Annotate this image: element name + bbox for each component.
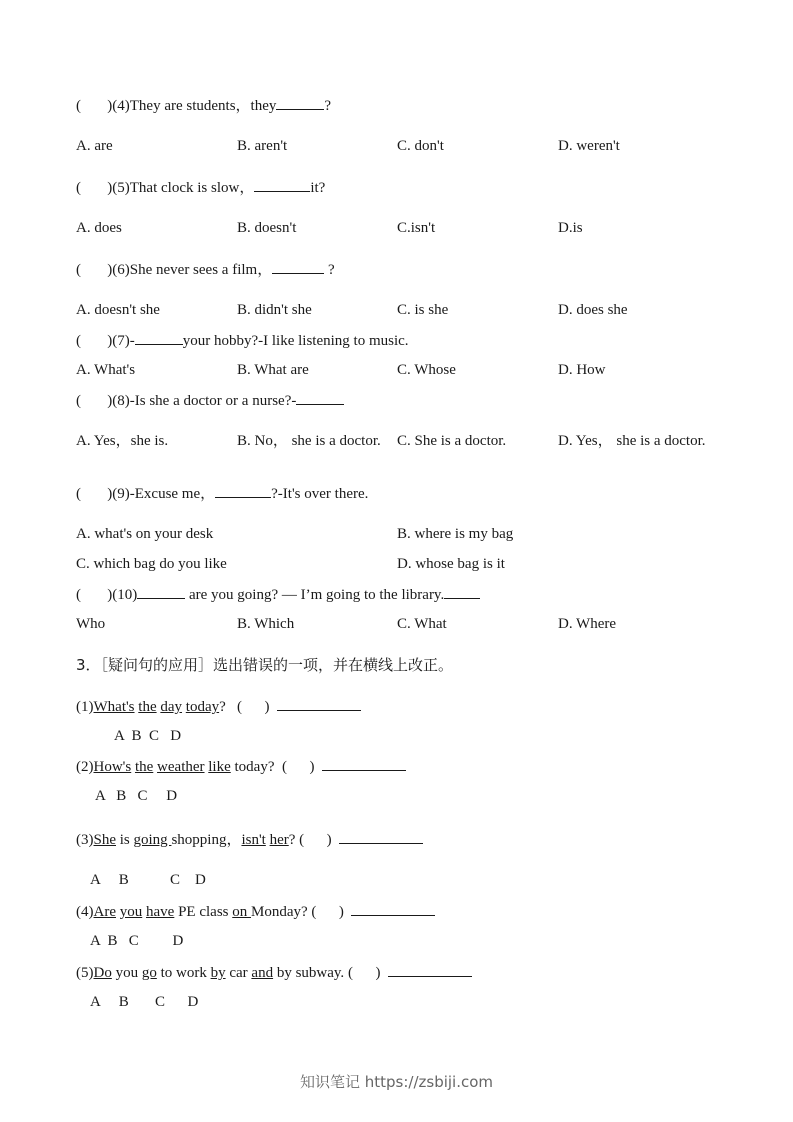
option-c: C. What [397, 616, 447, 632]
section-3-heading: 3．［疑问句的应用］选出错误的一项，并在横线上改正。 [76, 656, 454, 674]
option-c: C.isn't [397, 220, 436, 236]
option-c: C. don't [397, 138, 444, 154]
question-9: ( )(9)-Excuse me， ?-It's over there. [76, 486, 369, 502]
option-a: A. what's on your desk [76, 526, 214, 542]
option-b: B. Which [237, 616, 295, 632]
correction-blank[interactable] [388, 963, 472, 977]
option-d: D. Where [558, 616, 617, 632]
option-c: C. Whose [397, 362, 456, 378]
option-d: D. does she [558, 302, 628, 318]
error-question-5: (5)Do you go to work by car and by subway. ( ) [76, 963, 472, 982]
option-letters: A B C D [90, 994, 199, 1010]
question-8: ( )(8)-Is she a doctor or a nurse?- [76, 391, 344, 410]
answer-blank[interactable] [137, 585, 185, 599]
option-c: C. is she [397, 302, 449, 318]
error-question-2: (2)How's the weather like today? ( ) [76, 757, 406, 776]
option-a: A. Yes，she is. [76, 433, 169, 449]
question-10: ( )(10) are you going? — I’m going to the library. [76, 585, 480, 604]
option-d: D. weren't [558, 138, 620, 154]
option-b: B. aren't [237, 138, 288, 154]
answer-blank[interactable] [444, 585, 480, 599]
option-b: B. where is my bag [397, 526, 514, 542]
option-d: D. Yes， she is a doctor. [558, 433, 706, 449]
option-d: D. How [558, 362, 606, 378]
option-a: A. doesn't she [76, 302, 160, 318]
question-6: ( )(6)She never sees a film， ? [76, 262, 335, 278]
option-a: A. does [76, 220, 122, 236]
correction-blank[interactable] [322, 757, 406, 771]
error-question-3: (3)She is going shopping，isn't her? ( ) [76, 830, 423, 849]
correction-blank[interactable] [351, 902, 435, 916]
question-7: ( )(7)- your hobby?-I like listening to music. [76, 333, 409, 349]
option-b: B. doesn't [237, 220, 297, 236]
option-d: D. whose bag is it [397, 556, 505, 572]
option-letters: A B C D [114, 728, 182, 744]
option-letters: A B C D [90, 872, 206, 888]
answer-blank[interactable] [215, 484, 271, 498]
answer-blank[interactable] [135, 331, 183, 345]
footer-watermark: 知识笔记 https://zsbiji.com [299, 1073, 494, 1091]
question-5: ( )(5)That clock is slow， it? [76, 180, 326, 196]
option-b: B. didn't she [237, 302, 312, 318]
error-question-4: (4)Are you have PE class on Monday? ( ) [76, 902, 435, 921]
option-letters: A B C D [90, 933, 184, 949]
answer-blank[interactable] [276, 96, 324, 110]
option-a: Who [76, 616, 106, 632]
option-b: B. No， she is a doctor. [237, 433, 381, 449]
option-c: C. which bag do you like [76, 556, 227, 572]
error-question-1: (1)What's the day today? ( ) [76, 697, 361, 716]
option-b: B. What are [237, 362, 309, 378]
correction-blank[interactable] [277, 697, 361, 711]
correction-blank[interactable] [339, 830, 423, 844]
option-a: A. What's [76, 362, 136, 378]
question-4: ( )(4)They are students，they ? [76, 98, 332, 114]
option-c: C. She is a doctor. [397, 433, 507, 449]
option-d: D.is [558, 220, 583, 236]
option-a: A. are [76, 138, 113, 154]
answer-blank[interactable] [296, 391, 344, 405]
option-letters: A B C D [95, 788, 178, 804]
answer-blank[interactable] [254, 178, 310, 192]
answer-blank[interactable] [272, 260, 324, 274]
